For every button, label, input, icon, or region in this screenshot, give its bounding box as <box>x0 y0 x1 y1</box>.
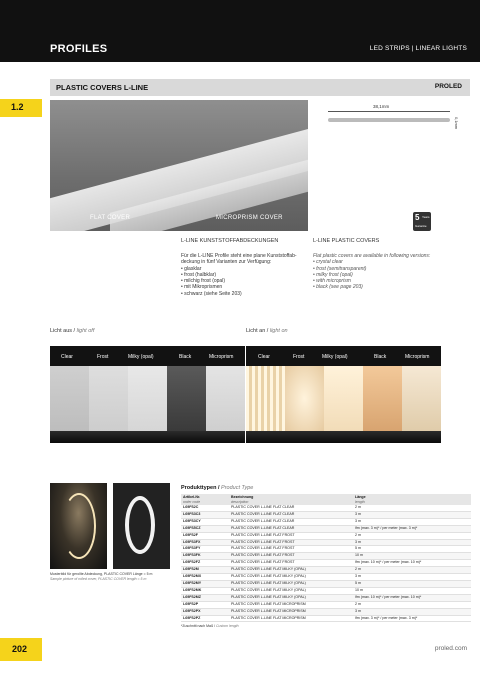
swatch-microprism-on <box>402 366 441 431</box>
list-item: • with microprism <box>313 278 351 285</box>
category-label: LED STRIPS | LINEAR LIGHTS <box>369 45 467 52</box>
table-row: L69FS2MK PLASTIC COVER L-LINE FLAT MILKY (OPAL) 10 m <box>181 587 471 594</box>
swatch-label: Frost <box>293 354 305 360</box>
swatch-black-off <box>167 366 206 431</box>
swatch-label: Clear <box>61 354 73 360</box>
list-item: • crystal clear <box>313 259 343 266</box>
list-item: • black (see page 203) <box>313 284 363 291</box>
header-cell: Bezeichnung description <box>229 494 353 505</box>
swatch-frost-on <box>285 366 324 431</box>
german-description <box>181 253 307 297</box>
table-row: L69FS2PX PLASTIC COVER L-LINE FLAT MICROPRISM 3 m <box>181 608 471 615</box>
english-description <box>313 253 453 291</box>
chapter-tab <box>0 99 42 117</box>
product-title: PLASTIC COVERS L-LINE <box>56 83 149 92</box>
warranty-sub: Garantie <box>415 224 427 228</box>
swatch-clear-off <box>50 366 89 431</box>
page-number-box <box>0 638 42 661</box>
product-photo <box>50 100 308 231</box>
flat-cover-caption: FLAT COVER <box>90 215 131 221</box>
list-item: • milchig frost (opal) <box>181 278 225 285</box>
dimension-line <box>328 111 450 112</box>
warranty-unit: Years <box>422 215 430 219</box>
product-title-bar <box>50 79 470 96</box>
photo-caption: Musterbild für gerollte Abdeckung, PLASTIC COVER Länge = 5 m Sample picture of rolled cover, PLASTIC COVER length = 5 m <box>50 572 153 581</box>
swatch-milky-off <box>128 366 167 431</box>
table-row: L69FS2FZ PLASTIC COVER L-LINE FLAT FROST lfm (max. 10 m)* / per meter (max. 10 m)* <box>181 560 471 567</box>
light-off-label: Licht aus / light off <box>50 328 95 334</box>
chapter-number: 1.2 <box>11 102 24 112</box>
cover-ring <box>125 496 155 554</box>
light-on-label: Licht an / light on <box>246 328 288 334</box>
german-heading: L-LINE KUNSTSTOFFABDECKUNGEN <box>181 238 279 244</box>
floor-reflection <box>50 431 245 443</box>
table-row: L69FS3CY PLASTIC COVER L-LINE FLAT CLEAR 3 m <box>181 518 471 525</box>
table-row: L69FS2C PLASTIC COVER L-LINE FLAT CLEAR 2 m <box>181 505 471 511</box>
swatch-label: Microprism <box>405 354 430 360</box>
table-row: L69FS2PZ PLASTIC COVER L-LINE FLAT MICROPRISM lfm (max. 3 m)* / per meter (max. 3 m)* <box>181 615 471 622</box>
light-off-swatches <box>50 346 245 443</box>
table-header-row <box>181 494 471 505</box>
table-row: L69FS3FY PLASTIC COVER L-LINE FLAT FROST 5 m <box>181 546 471 553</box>
german-list <box>181 266 307 297</box>
rolled-cover-sample-photo <box>113 483 170 569</box>
height-dimension: 0,1mm <box>454 117 459 130</box>
list-item: • milky frost (opal) <box>313 271 353 278</box>
list-item: • frost (semitransparent) <box>313 265 367 272</box>
microprism-cover-caption: MICROPRISM COVER <box>216 215 283 221</box>
table-row: L69FS2MZ PLASTIC COVER L-LINE FLAT MILKY (OPAL) lfm (max. 10 m)* / per meter (max. 10 m)* <box>181 594 471 601</box>
swatch-frost-off <box>89 366 128 431</box>
list-item: • mit Mikroprismen <box>181 284 223 291</box>
swatch-label: Milky (opal) <box>128 354 154 360</box>
swatch-label: Black <box>374 354 387 360</box>
english-intro: Flat plastic covers are available in following versions: <box>313 253 431 259</box>
list-item: • schwarz (siehe Seite 203) <box>181 290 242 297</box>
swatch-milky-on <box>324 366 363 431</box>
light-arc <box>62 493 96 559</box>
product-type-title: Produkttypen / Product Type <box>181 485 254 491</box>
floor-reflection <box>246 431 441 443</box>
table-row: L69FS2MX PLASTIC COVER L-LINE FLAT MILKY (OPAL) 3 m <box>181 574 471 581</box>
swatch-label: Microprism <box>209 354 234 360</box>
swatch-black-on <box>363 366 402 431</box>
english-heading: L-LINE PLASTIC COVERS <box>313 238 380 244</box>
page-number: 202 <box>12 644 28 654</box>
german-intro: Für die L-LINE Profile steht eine plane Kunststoffab-deckung in fünf Varianten zur Verfügung: <box>181 253 297 266</box>
table-row: L69FS2P PLASTIC COVER L-LINE FLAT MICROPRISM 2 m <box>181 601 471 608</box>
technical-drawing <box>318 100 468 140</box>
table-row: L69FS3FK PLASTIC COVER L-LINE FLAT FROST 10 m <box>181 553 471 560</box>
table-row: L69FS2M PLASTIC COVER L-LINE FLAT MILKY (OPAL) 2 m <box>181 567 471 574</box>
warranty-years: 5 <box>415 213 420 222</box>
table-row: L69FS2MY PLASTIC COVER L-LINE FLAT MILKY (OPAL) 5 m <box>181 580 471 587</box>
warranty-badge <box>413 212 431 231</box>
header-bar <box>0 0 480 62</box>
swatch-label: Black <box>179 354 192 360</box>
product-table <box>181 494 471 622</box>
section-title: PROFILES <box>50 43 108 55</box>
header-cell: Länge length <box>353 494 471 505</box>
table-row: L69FS2F PLASTIC COVER L-LINE FLAT FROST 2 m <box>181 532 471 539</box>
english-list <box>313 259 453 290</box>
table-footnote: *Zuschnitt nach Maß / Custom length <box>181 624 239 628</box>
light-on-swatches <box>246 346 441 443</box>
cover-profile-shape <box>328 118 450 122</box>
header-cell: Artikel-Nr. order code <box>181 494 229 505</box>
list-item: • frost (halbklar) <box>181 271 217 278</box>
list-item: • glasklar <box>181 265 202 272</box>
swatch-label: Frost <box>97 354 109 360</box>
table-row: L69FS3FX PLASTIC COVER L-LINE FLAT FROST 3 m <box>181 539 471 546</box>
swatch-clear-on <box>246 366 285 431</box>
rolled-cover-installation-photo <box>50 483 107 569</box>
swatch-microprism-off <box>206 366 245 431</box>
footer-url[interactable]: proled.com <box>434 645 467 652</box>
swatch-label: Milky (opal) <box>322 354 348 360</box>
brand-logo: PROLED <box>434 83 462 90</box>
table-row: L69FS5CZ PLASTIC COVER L-LINE FLAT CLEAR lfm (max. 3 m)* / per meter (max. 3 m)* <box>181 525 471 532</box>
width-dimension: 38,1mm <box>373 104 390 109</box>
swatch-label: Clear <box>258 354 270 360</box>
table-row: L69FS3C3 PLASTIC COVER L-LINE FLAT CLEAR 3 m <box>181 511 471 518</box>
